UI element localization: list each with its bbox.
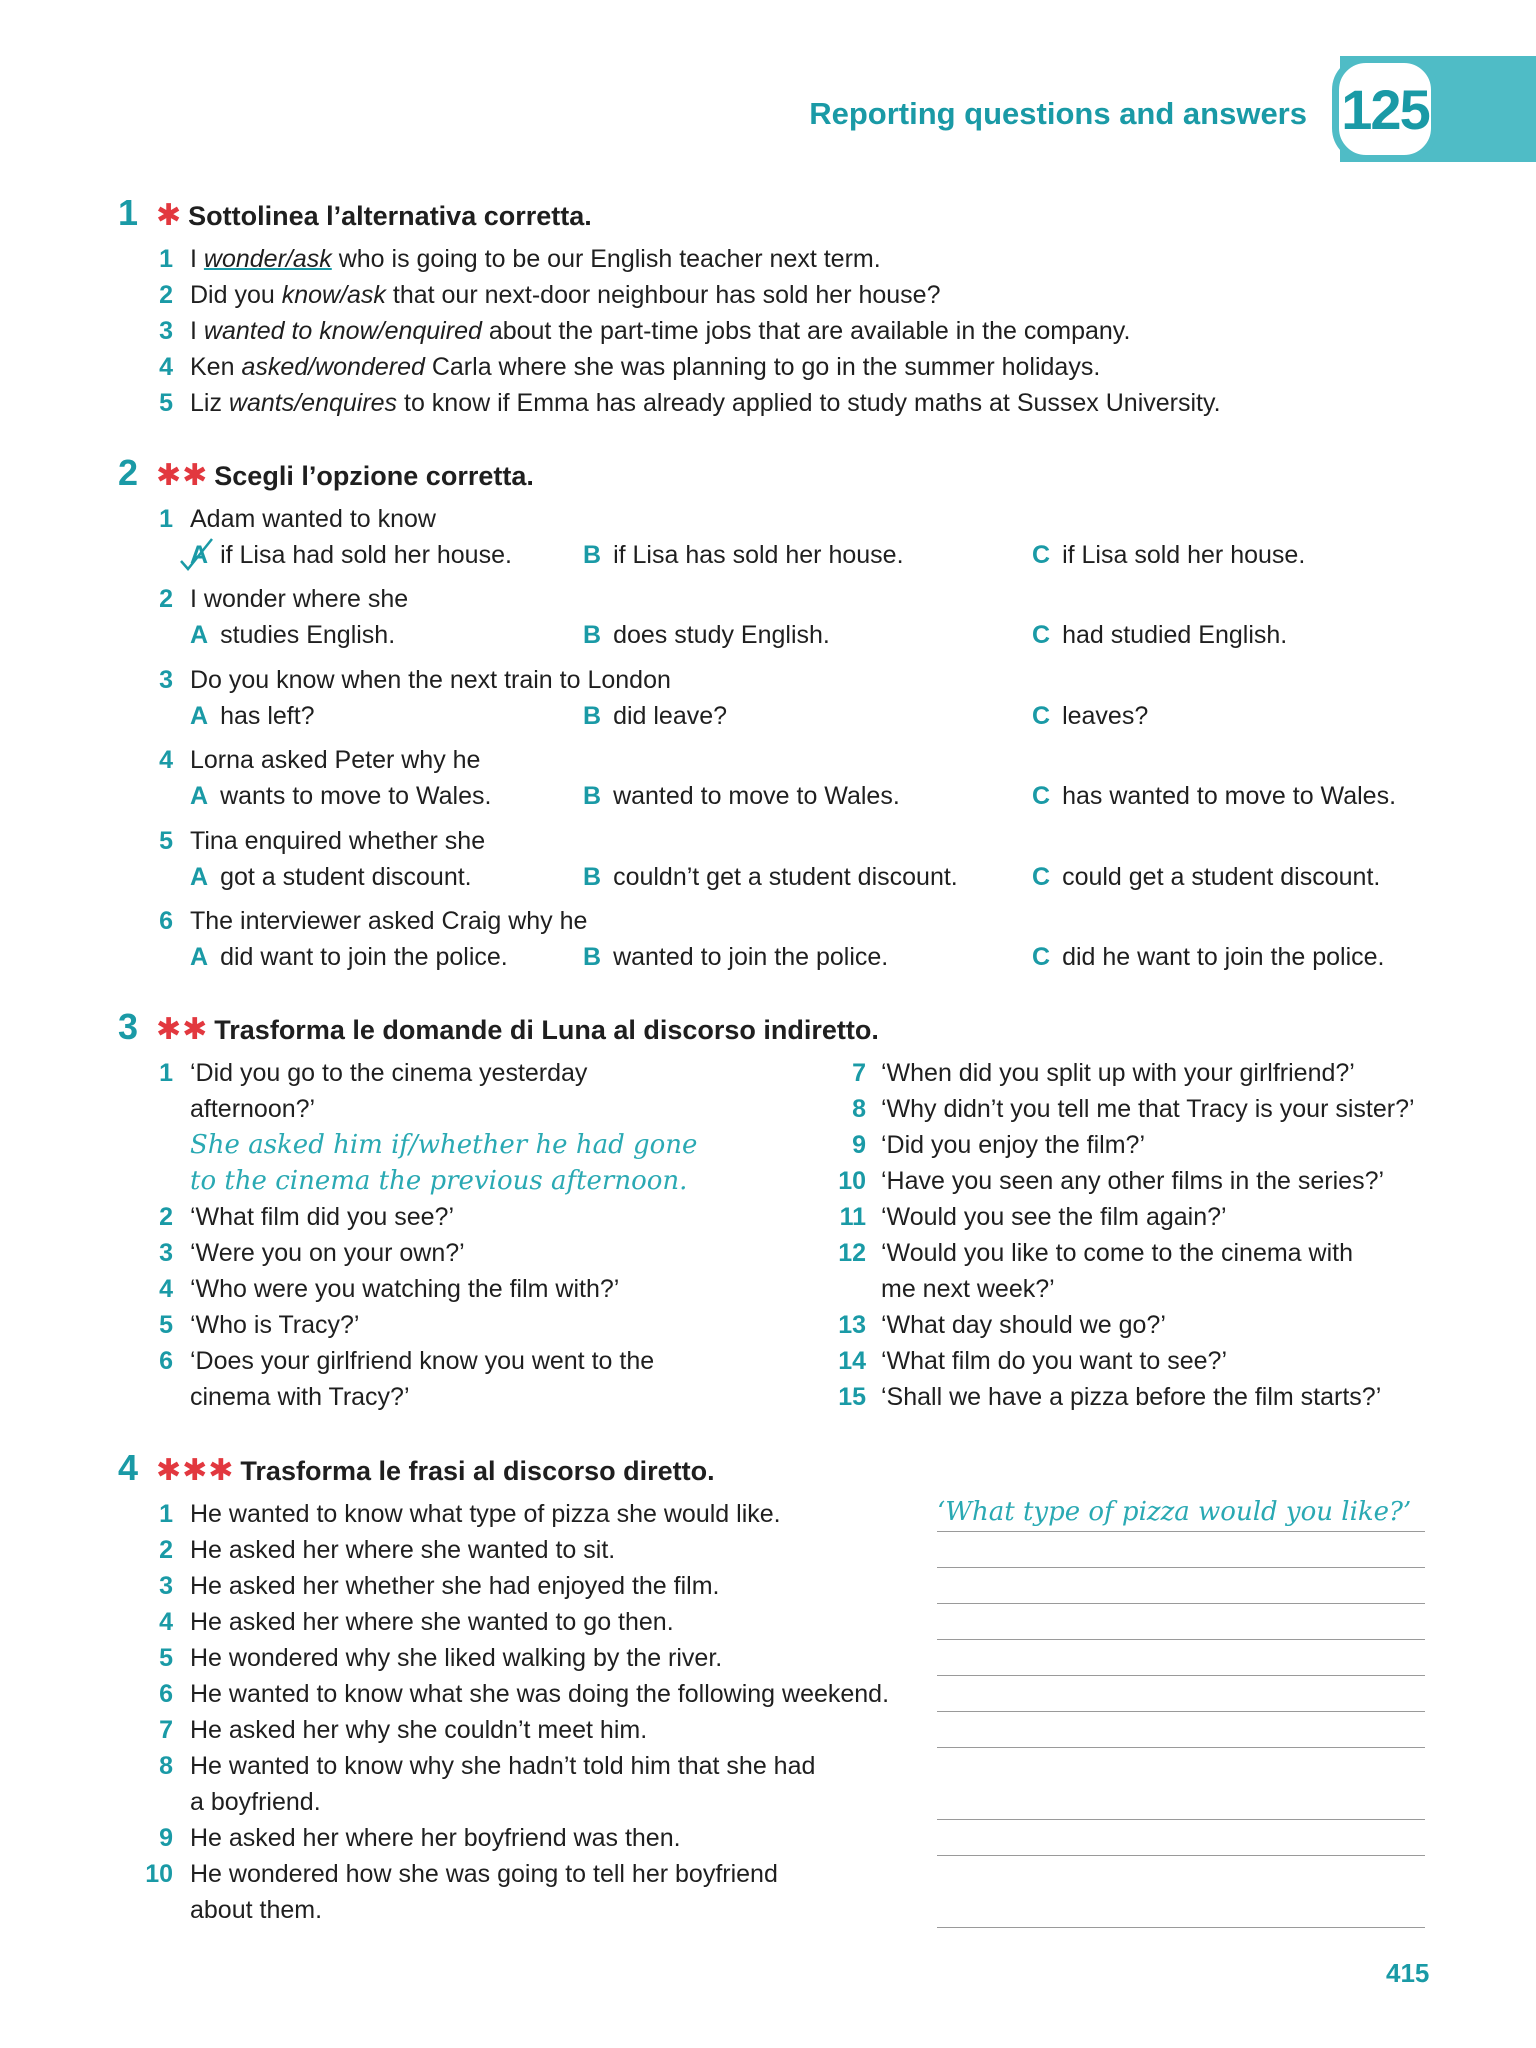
item-text-post: who is going to be our English teacher next term. xyxy=(331,245,881,273)
item-text-pre: I xyxy=(190,245,204,273)
item-text-pre: Did you xyxy=(190,281,282,309)
item-text: ‘When did you split up with your girlfriend?’ xyxy=(881,1059,1355,1087)
unit-title: Reporting questions and answers xyxy=(809,96,1307,131)
option-c xyxy=(1032,617,1287,653)
option-c xyxy=(1032,778,1396,814)
item-number: 11 xyxy=(839,1203,866,1231)
item-text: ‘Shall we have a pizza before the film starts?’ xyxy=(881,1383,1382,1411)
item-number: 5 xyxy=(159,389,173,417)
option-letter: A xyxy=(190,701,209,730)
difficulty-stars: ✱✱ xyxy=(156,1013,209,1046)
item-number: 3 xyxy=(159,317,173,345)
item-text-pre: Ken xyxy=(190,353,242,381)
exercise-number: 4 xyxy=(118,1447,139,1488)
answer-line xyxy=(937,1675,1425,1676)
option-a xyxy=(190,778,491,814)
item-text-pre: I xyxy=(190,317,204,345)
item-text: ‘What film do you want to see?’ xyxy=(881,1347,1227,1375)
item-number: 9 xyxy=(852,1131,866,1159)
exercise-instruction: Trasforma le frasi al discorso diretto. xyxy=(240,1456,715,1486)
item-number: 12 xyxy=(838,1239,866,1267)
option-a xyxy=(190,617,395,653)
item-choice: asked/wondered xyxy=(241,353,425,381)
item-number: 8 xyxy=(852,1095,866,1123)
item-text: He wondered why she liked walking by the river. xyxy=(190,1644,723,1672)
item-number: 10 xyxy=(838,1167,866,1195)
option-letter: B xyxy=(583,541,602,569)
option-text: got a student discount. xyxy=(220,862,472,891)
answer-line xyxy=(937,1855,1425,1856)
item-text: Tina enquired whether she xyxy=(190,826,486,855)
item-text: Do you know when the next train to London xyxy=(190,665,671,694)
item-text: He asked her where her boyfriend was then. xyxy=(190,1824,681,1852)
item-text: ‘Who were you watching the film with?’ xyxy=(190,1275,620,1303)
item-number: 7 xyxy=(159,1716,173,1744)
exercise-4-heading xyxy=(118,1447,715,1489)
option-text: if Lisa had sold her house. xyxy=(220,541,512,569)
option-c xyxy=(1032,698,1148,734)
option-letter: A xyxy=(190,782,209,811)
item-text: cinema with Tracy?’ xyxy=(190,1383,410,1411)
option-letter: B xyxy=(583,943,602,971)
item-number: 5 xyxy=(159,1644,173,1672)
item-number: 13 xyxy=(838,1311,866,1339)
item-number: 15 xyxy=(838,1383,866,1411)
option-text: did leave? xyxy=(613,701,728,730)
option-a xyxy=(190,537,512,573)
item-text: ‘Would you see the film again?’ xyxy=(881,1203,1227,1231)
exercise-instruction: Trasforma le domande di Luna al discorso indiretto. xyxy=(214,1015,879,1045)
item-number: 3 xyxy=(159,1239,173,1267)
item-choice: wanted to know/enquired xyxy=(203,317,482,345)
answer-line xyxy=(937,1531,1425,1532)
option-a xyxy=(190,698,315,734)
item-number: 2 xyxy=(159,1203,173,1231)
item-number: 6 xyxy=(159,907,173,935)
item-number: 1 xyxy=(159,1059,173,1087)
option-letter: A xyxy=(190,621,209,650)
item-number: 1 xyxy=(159,505,173,533)
exercise-number: 1 xyxy=(118,192,139,233)
example-answer: to the cinema the previous afternoon. xyxy=(190,1166,688,1196)
option-b xyxy=(583,939,888,975)
item-text: ‘Would you like to come to the cinema with xyxy=(881,1239,1353,1267)
item-text: a boyfriend. xyxy=(190,1788,321,1816)
option-letter: B xyxy=(583,701,602,730)
item-text: afternoon?’ xyxy=(190,1095,316,1123)
option-letter: C xyxy=(1032,862,1051,891)
answer-line xyxy=(937,1603,1425,1604)
option-letter: C xyxy=(1032,782,1051,811)
page-number: 415 xyxy=(1386,1958,1430,1988)
difficulty-stars: ✱✱✱ xyxy=(156,1454,235,1487)
item-text: He asked her where she wanted to sit. xyxy=(190,1536,616,1564)
item-number: 7 xyxy=(852,1059,866,1087)
item-text xyxy=(190,313,1130,349)
option-letter: C xyxy=(1032,541,1051,569)
item-number: 1 xyxy=(159,1500,173,1528)
exercise-number: 3 xyxy=(118,1006,139,1047)
item-number: 4 xyxy=(159,1275,173,1303)
item-text: He asked her why she couldn’t meet him. xyxy=(190,1716,648,1744)
item-text: ‘What film did you see?’ xyxy=(190,1203,455,1231)
answer-line xyxy=(937,1747,1425,1748)
option-text: leaves? xyxy=(1062,701,1149,730)
item-text: The interviewer asked Craig why he xyxy=(190,907,588,935)
item-text-post: Carla where she was planning to go in the summer holidays. xyxy=(424,353,1101,381)
item-text xyxy=(190,385,1221,421)
option-a xyxy=(190,859,472,895)
answer-line xyxy=(937,1927,1425,1928)
option-text: had studied English. xyxy=(1062,621,1288,650)
item-number: 5 xyxy=(159,1311,173,1339)
option-letter: C xyxy=(1032,621,1051,650)
item-text: ‘What day should we go?’ xyxy=(881,1311,1166,1339)
option-text: did want to join the police. xyxy=(220,943,508,971)
item-number: 14 xyxy=(838,1347,866,1375)
item-text: ‘Did you enjoy the film?’ xyxy=(881,1131,1146,1159)
option-text: wants to move to Wales. xyxy=(220,782,492,811)
example-answer: ‘What type of pizza would you like?’ xyxy=(937,1497,1412,1527)
item-number: 10 xyxy=(145,1860,173,1888)
checkmark-icon xyxy=(178,535,218,575)
option-letter: A xyxy=(190,943,209,971)
option-text: did he want to join the police. xyxy=(1062,943,1385,971)
answer-line xyxy=(937,1639,1425,1640)
item-text: Lorna asked Peter why he xyxy=(190,746,481,775)
option-text: couldn’t get a student discount. xyxy=(613,862,958,891)
option-text: does study English. xyxy=(613,621,830,650)
option-letter: B xyxy=(583,782,602,811)
item-text: ‘Why didn’t you tell me that Tracy is your sister?’ xyxy=(881,1095,1415,1123)
option-c xyxy=(1032,537,1305,573)
option-text: if Lisa has sold her house. xyxy=(613,541,904,569)
item-text xyxy=(190,241,881,277)
item-number: 8 xyxy=(159,1752,173,1780)
item-number: 4 xyxy=(159,353,173,381)
item-choice: wonder/ask xyxy=(203,245,332,273)
option-b xyxy=(583,537,904,573)
item-number: 1 xyxy=(159,245,173,273)
option-c xyxy=(1032,939,1385,975)
option-letter: B xyxy=(583,862,602,891)
item-number: 9 xyxy=(159,1824,173,1852)
option-letter: B xyxy=(583,621,602,650)
item-text xyxy=(190,277,940,313)
option-text: could get a student discount. xyxy=(1062,862,1381,891)
option-text: studies English. xyxy=(220,621,396,650)
option-text: has wanted to move to Wales. xyxy=(1062,782,1397,811)
exercise-1-heading xyxy=(118,192,592,234)
option-text: has left? xyxy=(220,701,315,730)
option-letter: C xyxy=(1032,943,1051,971)
item-text: Adam wanted to know xyxy=(190,505,436,533)
example-answer: She asked him if/whether he had gone xyxy=(190,1130,698,1160)
item-number: 2 xyxy=(159,1536,173,1564)
answer-line xyxy=(937,1567,1425,1568)
item-text: He wanted to know why she hadn’t told him that she had xyxy=(190,1752,816,1780)
item-text-post: that our next-door neighbour has sold her house? xyxy=(385,281,941,309)
answer-line xyxy=(937,1711,1425,1712)
item-text: He asked her whether she had enjoyed the film. xyxy=(190,1572,720,1600)
exercise-3-heading xyxy=(118,1006,879,1048)
item-text: He wanted to know what type of pizza she would like. xyxy=(190,1500,781,1528)
item-text: about them. xyxy=(190,1896,323,1924)
item-choice: know/ask xyxy=(281,281,386,309)
option-b xyxy=(583,617,830,653)
item-text: He wondered how she was going to tell her boyfriend xyxy=(190,1860,778,1888)
option-text: wanted to move to Wales. xyxy=(613,782,900,811)
difficulty-stars: ✱✱ xyxy=(156,459,209,492)
option-a xyxy=(190,939,508,975)
item-number: 3 xyxy=(159,665,173,694)
option-b xyxy=(583,698,727,734)
item-text: ‘Did you go to the cinema yesterday xyxy=(190,1059,588,1087)
exercise-2-heading xyxy=(118,452,534,494)
difficulty-stars: ✱ xyxy=(156,199,183,232)
item-number: 2 xyxy=(159,281,173,309)
item-number: 4 xyxy=(159,1608,173,1636)
item-text-post: to know if Emma has already applied to study maths at Sussex University. xyxy=(397,389,1221,417)
exercise-instruction: Scegli l’opzione corretta. xyxy=(214,461,534,491)
option-text: wanted to join the police. xyxy=(613,943,889,971)
option-b xyxy=(583,778,900,814)
unit-number-badge: 125 xyxy=(1332,56,1438,162)
item-text: ‘Does your girlfriend know you went to the xyxy=(190,1347,655,1375)
option-text: if Lisa sold her house. xyxy=(1062,541,1306,569)
item-number: 3 xyxy=(159,1572,173,1600)
item-number: 6 xyxy=(159,1347,173,1375)
option-letter: A xyxy=(190,862,209,891)
item-text: I wonder where she xyxy=(190,585,409,614)
item-text-post: about the part-time jobs that are available in the company. xyxy=(481,317,1131,345)
item-text: He wanted to know what she was doing the following weekend. xyxy=(190,1680,890,1708)
item-choice: wants/enquires xyxy=(228,389,398,417)
option-letter: C xyxy=(1032,701,1051,730)
option-letter: A xyxy=(190,541,208,569)
item-text: ‘Have you seen any other films in the series?’ xyxy=(881,1167,1385,1195)
option-b xyxy=(583,859,958,895)
item-text: ‘Who is Tracy?’ xyxy=(190,1311,360,1339)
answer-line xyxy=(937,1819,1425,1820)
item-number: 5 xyxy=(159,826,173,855)
item-number: 2 xyxy=(159,585,173,614)
exercise-instruction: Sottolinea l’alternativa corretta. xyxy=(188,201,592,231)
item-text: me next week?’ xyxy=(881,1275,1055,1303)
item-number: 6 xyxy=(159,1680,173,1708)
item-text: ‘Were you on your own?’ xyxy=(190,1239,465,1267)
item-text: He asked her where she wanted to go then. xyxy=(190,1608,674,1636)
option-c xyxy=(1032,859,1380,895)
item-text-pre: Liz xyxy=(190,389,229,417)
item-number: 4 xyxy=(159,746,173,775)
item-text xyxy=(190,349,1100,385)
exercise-number: 2 xyxy=(118,452,139,493)
